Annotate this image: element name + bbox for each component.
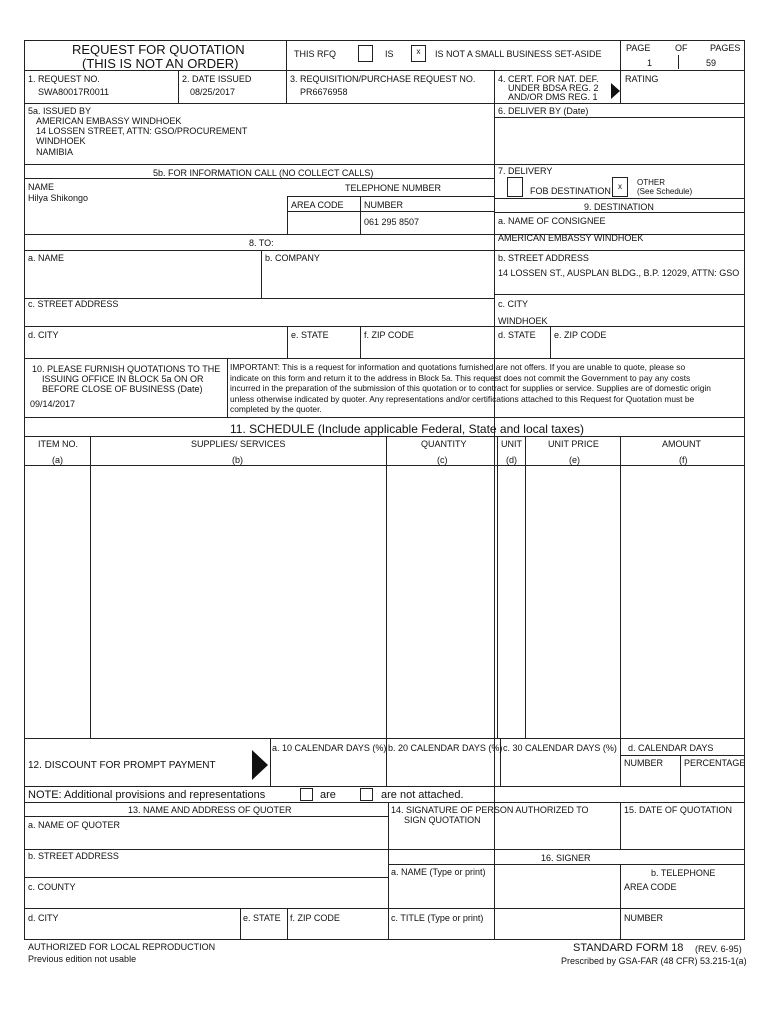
signer-area-code-label: AREA CODE: [624, 882, 677, 892]
schedule-title: 11. SCHEDULE (Include applicable Federal, State and local taxes): [230, 422, 584, 436]
signer-telephone-label: b. TELEPHONE: [651, 868, 716, 878]
discount-10-days: a. 10 CALENDAR DAYS (%): [272, 743, 387, 753]
to-city-label: d. CITY: [28, 330, 59, 340]
discount-percentage-label: PERCENTAGE: [684, 758, 746, 768]
issued-by-line: AMERICAN EMBASSY WINDHOEK: [36, 116, 182, 126]
fob-destination-checkbox[interactable]: [507, 177, 523, 197]
contact-name-label: NAME: [28, 182, 55, 192]
discount-number-label: NUMBER: [624, 758, 664, 768]
important-notice: IMPORTANT: This is a request for information and quotations furnished are not offers. If you are unable to quote, please so indicate on this form and return it to the address in Block 5a. This request does not commit the Government to pay any costs incurred in the preparation of the submission of this quotation or to contract for supplies or service. Supplies are of domestic origin unless otherwise indicated by quoter. Any representations and/or certifications attached to this Request for Quotation must be completed by the quoter.: [230, 362, 711, 414]
cert-line-2: UNDER BDSA REG. 2: [508, 83, 599, 93]
dest-street-value[interactable]: 14 LOSSEN ST., AUSPLAN BLDG., B.P. 12029, ATTN: GSO: [498, 268, 740, 278]
form-title: REQUEST FOR QUOTATION: [72, 42, 245, 57]
issued-by-label: 5a. ISSUED BY: [28, 106, 92, 116]
of-label: OF: [675, 43, 688, 53]
col-unit-price-sub: (e): [569, 455, 580, 465]
discount-30-days: c. 30 CALENDAR DAYS (%): [503, 743, 617, 753]
authorized-reproduction: AUTHORIZED FOR LOCAL REPRODUCTION: [28, 942, 216, 952]
discount-label: 12. DISCOUNT FOR PROMPT PAYMENT: [28, 760, 216, 771]
furnish-line-1: 10. PLEASE FURNISH QUOTATIONS TO THE: [32, 364, 221, 374]
fob-destination-label: FOB DESTINATION: [530, 186, 611, 196]
issued-by-line: WINDHOEK: [36, 136, 86, 146]
col-unit-sub: (d): [506, 455, 517, 465]
pages-label: PAGES: [710, 43, 741, 53]
quoter-city-label: d. CITY: [28, 913, 59, 923]
page-label: PAGE: [626, 43, 651, 53]
previous-edition: Previous edition not usable: [28, 954, 137, 964]
form-revision: (REV. 6-95): [695, 944, 742, 954]
discount-arrow-icon: [252, 750, 268, 780]
area-code-label: AREA CODE: [291, 200, 344, 210]
contact-name-value[interactable]: Hilya Shikongo: [28, 193, 89, 203]
to-state-label: e. STATE: [291, 330, 329, 340]
pages-value: 59: [706, 58, 717, 68]
delivery-label: 7. DELIVERY: [498, 166, 553, 176]
rating-label: RATING: [625, 74, 659, 84]
col-supplies: SUPPLIES/ SERVICES: [191, 439, 286, 449]
other-label: OTHER: [637, 178, 665, 187]
dest-city-label: c. CITY: [498, 299, 529, 309]
dest-state-label: d. STATE: [498, 330, 536, 340]
other-delivery-checkbox[interactable]: x: [612, 177, 628, 197]
furnish-date-value[interactable]: 09/14/2017: [30, 399, 76, 409]
destination-label: 9. DESTINATION: [584, 202, 654, 212]
quoter-zip-label: f. ZIP CODE: [290, 913, 340, 923]
standard-form-number: STANDARD FORM 18: [573, 942, 684, 954]
dest-street-label: b. STREET ADDRESS: [498, 253, 589, 263]
quotation-date-label: 15. DATE OF QUOTATION: [624, 805, 733, 815]
to-zip-label: f. ZIP CODE: [364, 330, 414, 340]
request-no-label: 1. REQUEST NO.: [28, 74, 100, 84]
col-item-no: ITEM NO.: [38, 439, 78, 449]
telephone-label: TELEPHONE NUMBER: [345, 183, 442, 193]
prescribed-by: Prescribed by GSA-FAR (48 CFR) 53.215-1(a): [561, 956, 747, 966]
info-call-label: 5b. FOR INFORMATION CALL (NO COLLECT CALLS): [153, 168, 374, 178]
quoter-name-label: a. NAME OF QUOTER: [28, 820, 121, 830]
quoter-state-label: e. STATE: [243, 913, 281, 923]
signature-label-1: 14. SIGNATURE OF PERSON AUTHORIZED TO: [391, 805, 589, 815]
to-company-label: b. COMPANY: [265, 253, 320, 263]
furnish-line-2: ISSUING OFFICE IN BLOCK 5a ON OR: [42, 374, 204, 384]
to-street-label: c. STREET ADDRESS: [28, 299, 119, 309]
to-label: 8. TO:: [249, 238, 274, 248]
requisition-label: 3. REQUISITION/PURCHASE REQUEST NO.: [290, 74, 476, 84]
not-attached-label: are not attached.: [381, 789, 464, 801]
col-supplies-sub: (b): [232, 455, 243, 465]
request-no-value[interactable]: SWA80017R0011: [38, 87, 110, 97]
is-label: IS: [385, 49, 394, 59]
note-text: NOTE: Additional provisions and representations: [28, 789, 266, 801]
issued-by-line: 14 LOSSEN STREET, ATTN: GSO/PROCUREMENT: [36, 126, 248, 136]
date-issued-value[interactable]: 08/25/2017: [190, 87, 236, 97]
quoter-county-label: c. COUNTY: [28, 882, 76, 892]
signer-title-label: c. TITLE (Type or print): [391, 913, 484, 923]
signer-number-label: NUMBER: [624, 913, 664, 923]
dest-zip-label: e. ZIP CODE: [554, 330, 607, 340]
provisions-not-attached-checkbox[interactable]: [360, 788, 373, 801]
consignee-value[interactable]: AMERICAN EMBASSY WINDHOEK: [498, 233, 644, 243]
col-quantity-sub: (c): [437, 455, 448, 465]
schedule-supplies-area[interactable]: [91, 466, 386, 737]
col-unit-price: UNIT PRICE: [548, 439, 599, 449]
to-name-label: a. NAME: [28, 253, 65, 263]
rating-arrow-icon: [611, 83, 620, 99]
col-amount: AMOUNT: [662, 439, 701, 449]
provisions-are-checkbox[interactable]: [300, 788, 313, 801]
col-item-no-sub: (a): [52, 455, 63, 465]
small-business-label: IS NOT A SMALL BUSINESS SET-ASIDE: [435, 49, 602, 59]
see-schedule-label: (See Schedule): [637, 187, 693, 196]
consignee-label: a. NAME OF CONSIGNEE: [498, 216, 606, 226]
quoter-street-label: b. STREET ADDRESS: [28, 851, 119, 861]
cert-line-1: 4. CERT. FOR NAT. DEF.: [498, 74, 599, 84]
form-subtitle: (THIS IS NOT AN ORDER): [82, 56, 239, 71]
cert-line-3: AND/OR DMS REG. 1: [508, 92, 598, 102]
this-rfq-label: THIS RFQ: [294, 49, 336, 59]
date-issued-label: 2. DATE ISSUED: [182, 74, 252, 84]
quoter-label: 13. NAME AND ADDRESS OF QUOTER: [128, 805, 292, 815]
signer-label: 16. SIGNER: [541, 853, 591, 863]
signature-label-2: SIGN QUOTATION: [404, 815, 481, 825]
deliver-by-label: 6. DELIVER BY (Date): [498, 106, 589, 116]
issued-by-line: NAMIBIA: [36, 147, 74, 157]
page-value: 1: [647, 58, 653, 68]
col-unit: UNIT: [501, 439, 522, 449]
are-label: are: [320, 789, 336, 801]
discount-20-days: b. 20 CALENDAR DAYS (%): [388, 743, 503, 753]
furnish-line-3: BEFORE CLOSE OF BUSINESS (Date): [42, 384, 203, 394]
requisition-value[interactable]: PR6676958: [300, 87, 348, 97]
discount-calendar-days: d. CALENDAR DAYS: [628, 743, 714, 753]
col-amount-sub: (f): [679, 455, 688, 465]
rfq-is-checkbox[interactable]: [358, 45, 373, 62]
phone-number-value[interactable]: 061 295 8507: [364, 217, 420, 227]
dest-city-value[interactable]: WINDHOEK: [498, 316, 548, 326]
col-quantity: QUANTITY: [421, 439, 467, 449]
signer-name-label: a. NAME (Type or print): [391, 867, 486, 877]
rfq-is-not-checkbox[interactable]: x: [411, 45, 426, 62]
number-label: NUMBER: [364, 200, 404, 210]
